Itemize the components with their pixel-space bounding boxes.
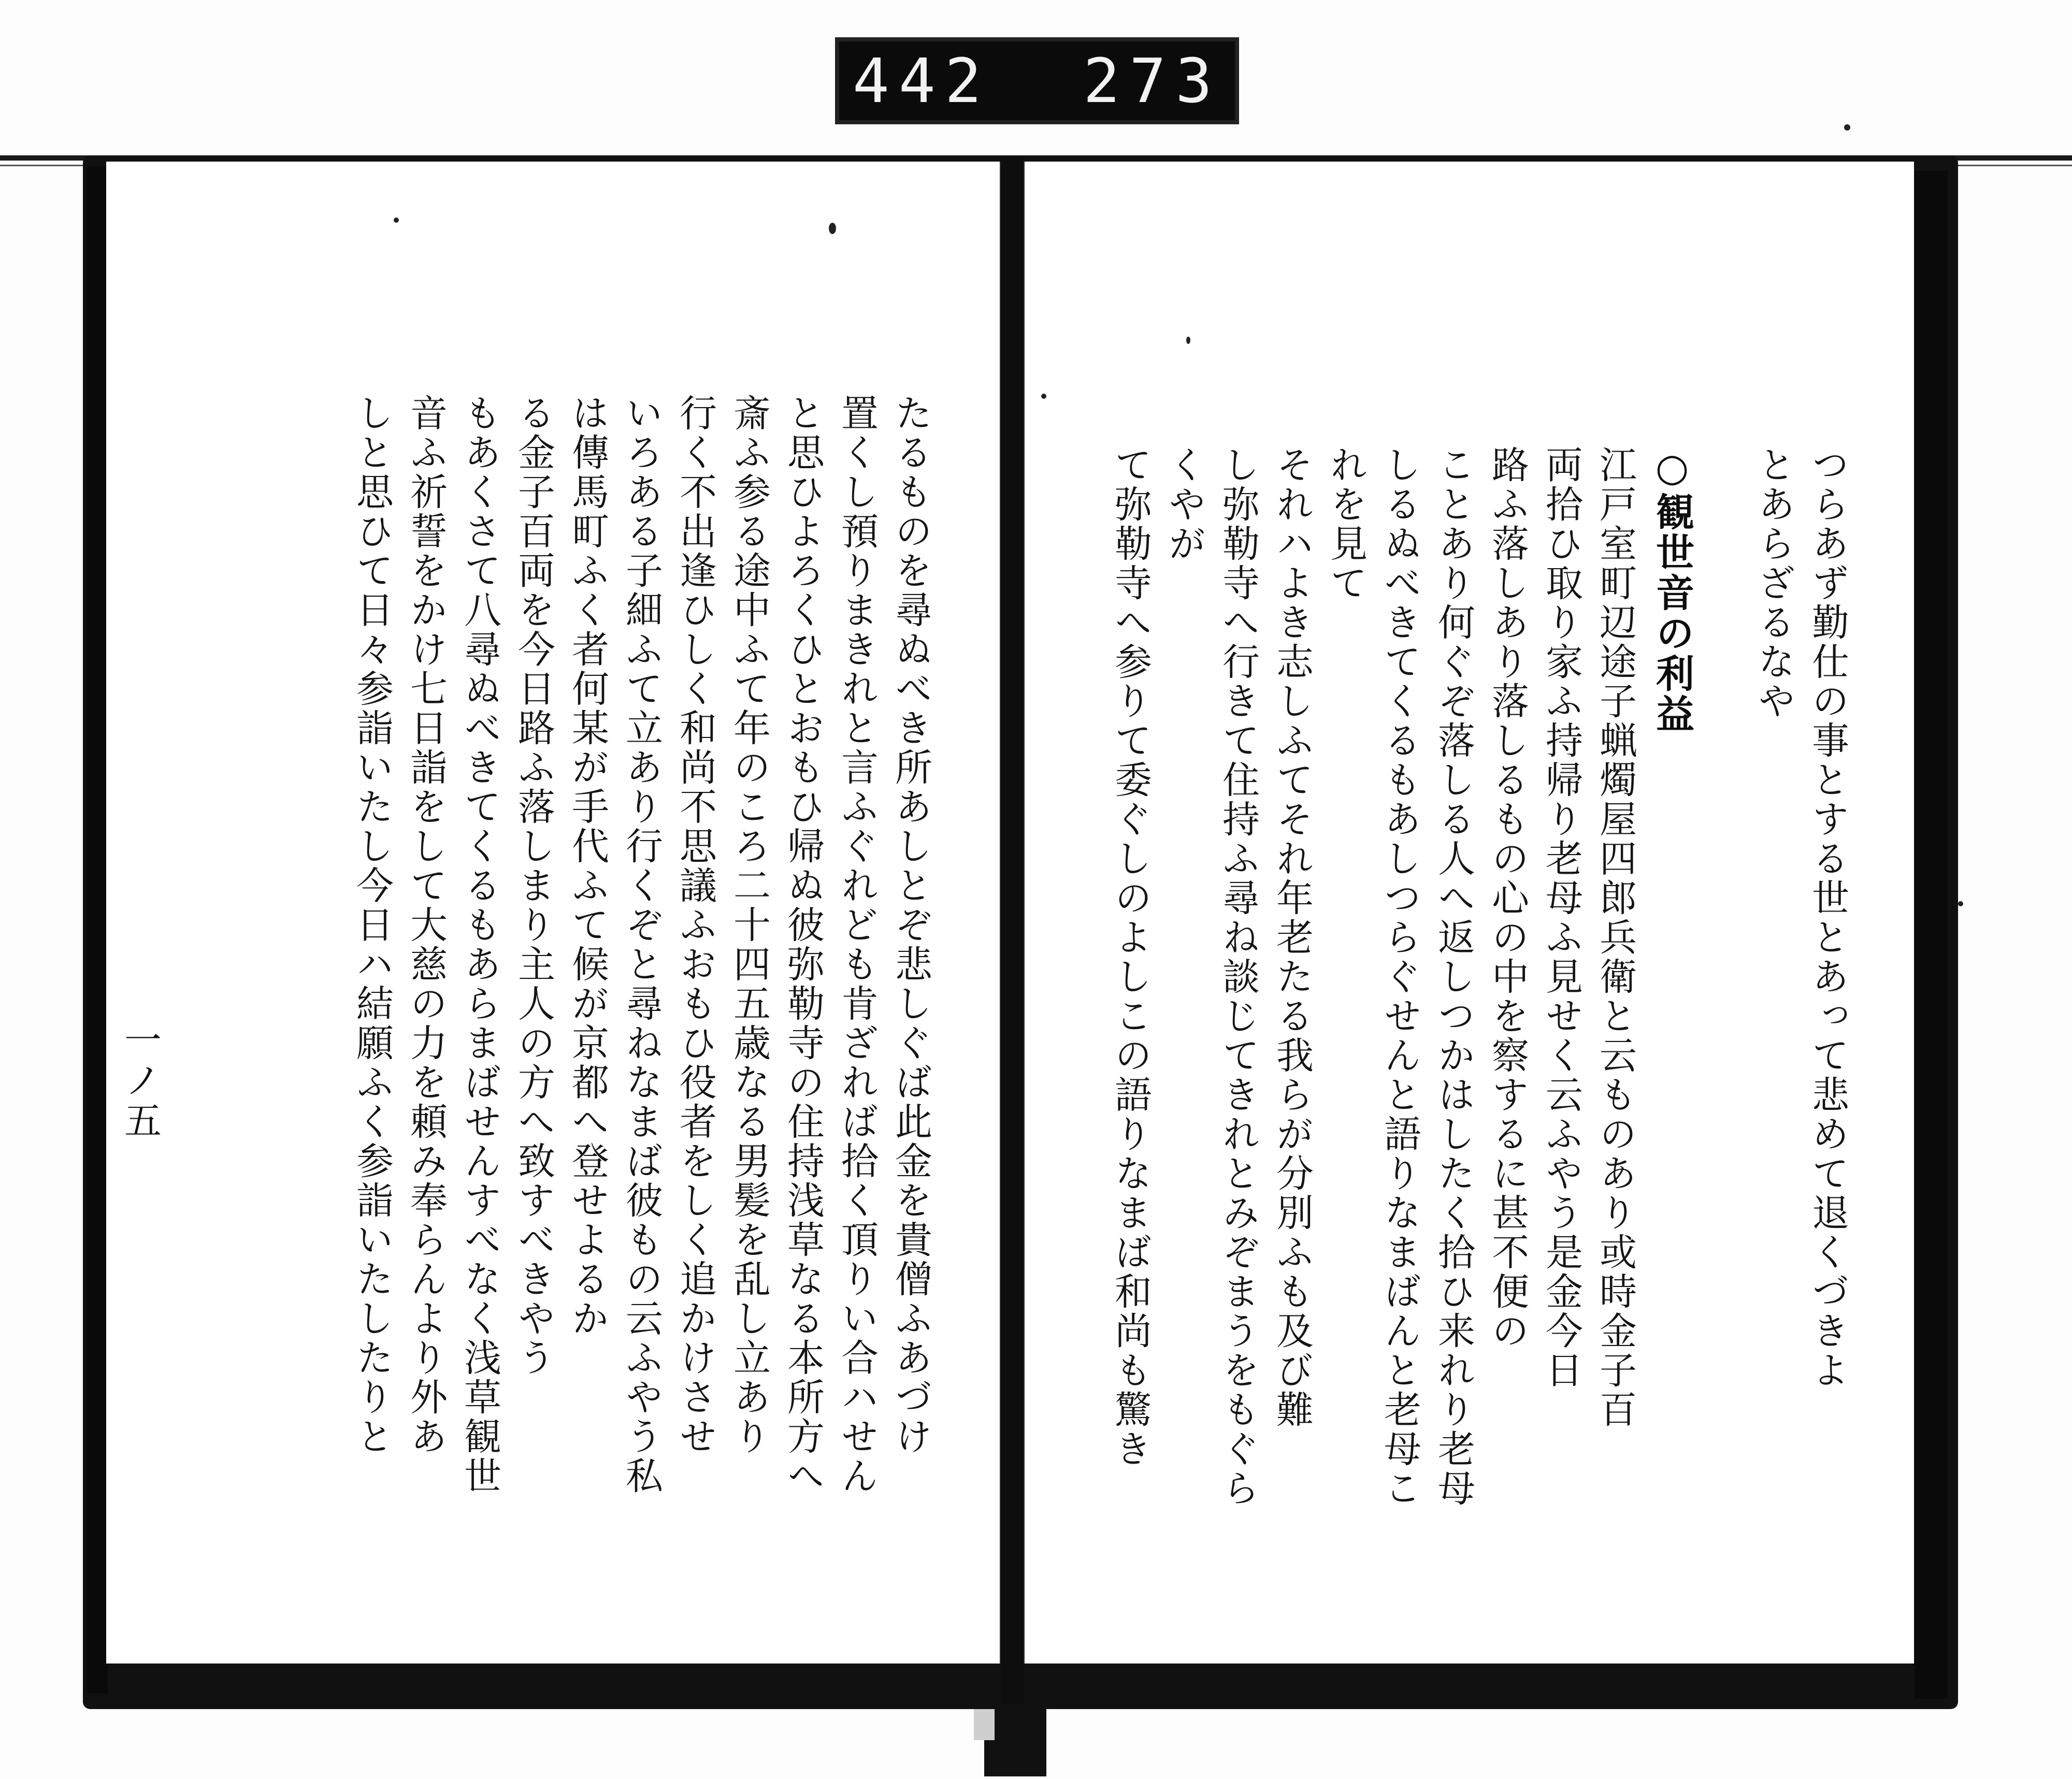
- scan-speck: [394, 218, 399, 223]
- spine-foot-shadow: [974, 1709, 995, 1740]
- right-page-heading: ○観世音の利益: [1650, 445, 1694, 734]
- scan-speck: [829, 223, 836, 234]
- scan-speck: [1958, 901, 1963, 906]
- scan-speck: [1186, 337, 1190, 344]
- book-spine: [1001, 155, 1024, 1704]
- right-page-lead-text: つらあず勤仕の事とする世とあって悲めて退くづきよ とあらざるなや: [1752, 445, 1849, 1390]
- right-page-edge: [1915, 171, 1948, 1699]
- right-page-body-text: 江戸室町辺途子蝋燭屋四郎兵衛と云ものあり或時金子百 両拾ひ取り家ふ持帰り老母ふ見せく云ふやう是金今日 路ふ落しあり落しるもの心の中を察するに甚不便の ことあり何ぐぞ落しる人へ返しつかはしたく拾ひ来れり老母 しるぬべきてくるもあしつらぐせんと語りなまばんと老母これを見て それハよき志しふてそれ年老たる我らが分別ふも及び難 し弥勒寺へ行きて住持ふ尋ね談じてきれとみぞまうをもぐらくやが て弥勒寺へ参りて委ぐしのよしこの語りなまば和尚も驚き: [1109, 445, 1637, 1508]
- left-page-body-text: たるものを尋ぬべき所あしとぞ悲しぐば此金を貴僧ふあづけ 置くし預りまきれと言ふぐれども肯ざれば拾く頂りい合ハせん と思ひよろくひとおもひ帰ぬ彼弥勒寺の住持浅草なる本所方へ 斎ふ参る途中ふて年のころ二十四五歳なる男髪を乱し立あり 行く不出逢ひしく和尚不思議ふおもひ役者をしく追かけさせ いろある子細ふて立あり行くぞと尋ねなまば彼もの云ふやう私 は傳馬町ふく者何某が手代ふて候が京都へ登せよるか る金子百両を今日路ふ落しまり主人の方へ致すべきやう もあくさて八尋ぬべきてくるもあらまばせんすべなく浅草観世 音ふ祈誓をかけ七日詣をして大慈の力を頼み奉らんより外あ しと思ひて日々参詣いたし今日ハ結願ふく参詣いたしたりと: [350, 394, 932, 1496]
- folio-number: 一ノ五: [118, 1020, 162, 1141]
- call-number-label: 442 273: [835, 37, 1239, 124]
- scan-speck: [1844, 124, 1850, 131]
- left-page-edge: [87, 166, 108, 1694]
- scan-speck: [1041, 394, 1046, 399]
